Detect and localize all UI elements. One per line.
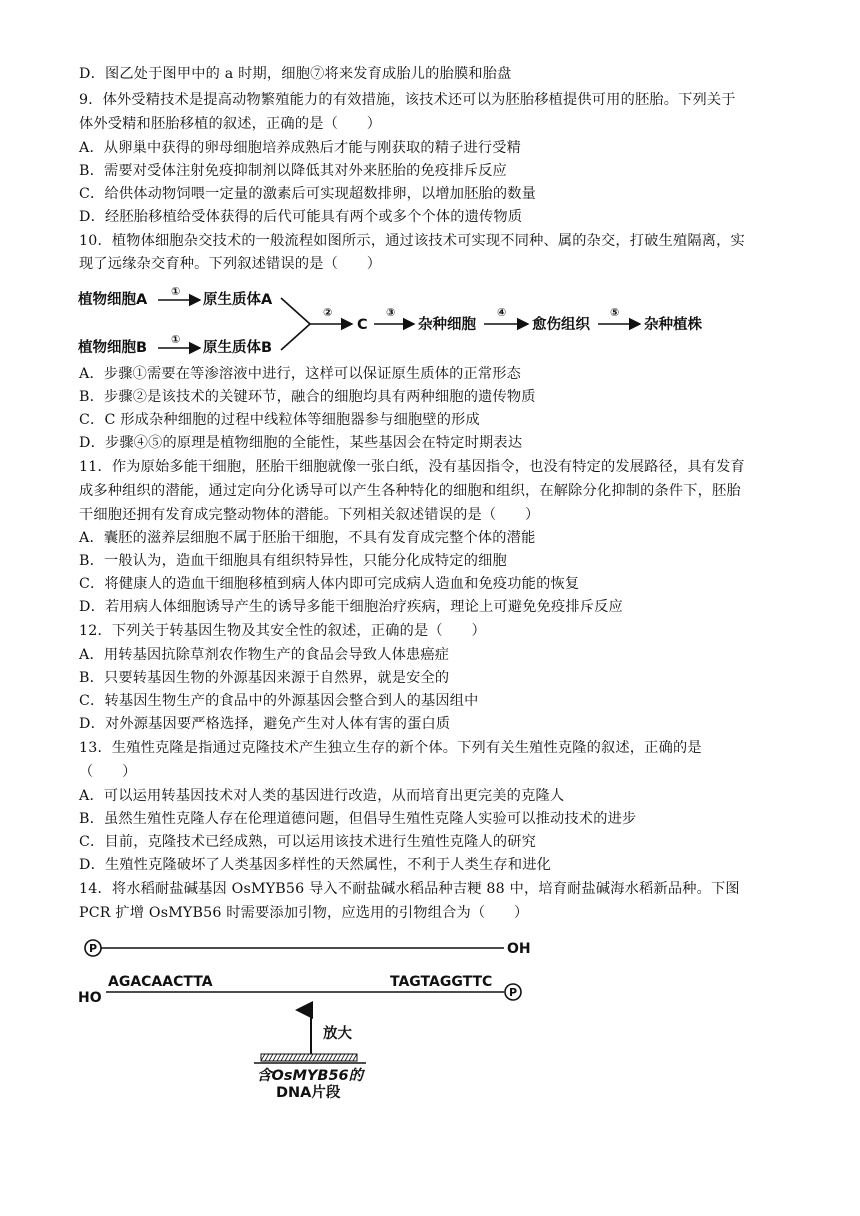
fragment-label-line1: 含OsMYB56的 (257, 1068, 364, 1084)
cell-a-label: 植物细胞A (78, 292, 148, 308)
option-d: D．经胚胎移植给受体获得的后代可能具有两个或多个个体的遗传物质 (79, 209, 523, 225)
step-5-label: ⑤ (610, 306, 620, 319)
option-d: D．若用病人体细胞诱导产生的诱导多能干细胞治疗疾病，理论上可避免免疫排斥反应 (79, 599, 623, 615)
option-a: A．用转基因抗除草剂农作物生产的食品会导致人体患癌症 (79, 647, 450, 663)
option-c: C．给供体动物饲喂一定量的激素后可实现超数排卵，以增加胚胎的数量 (79, 186, 537, 202)
sequence-right: TAGTAGGTTC (390, 974, 493, 990)
phosphate-label-top: P (89, 942, 98, 955)
question-13-stem: 13．生殖性克隆是指通过克隆技术产生独立生存的新个体。下列有关生殖性克隆的叙述，正确的是 (79, 740, 702, 756)
question-11-stem: 11．作为原始多能干细胞，胚胎干细胞就像一张白纸，没有基因指令，也没有特定的发展路径，具有发育 (79, 459, 745, 475)
cell-b-label: 植物细胞B (78, 340, 148, 356)
option-c: C．将健康人的造血干细胞移植到病人体内即可完成病人造血和免疫功能的恢复 (79, 576, 580, 592)
fragment-label-line2: DNA片段 (276, 1085, 341, 1101)
phosphate-label-bottom: P (509, 986, 518, 999)
text-line: 体外受精和胚胎移植的叙述，正确的是（ ） (79, 116, 382, 132)
step-1-label: ① (171, 285, 181, 298)
option-c: C．C 形成杂种细胞的过程中线粒体等细胞器参与细胞壁的形成 (79, 412, 480, 428)
question-12-stem: 12．下列关于转基因生物及其安全性的叙述，正确的是（ ） (79, 623, 486, 639)
c-label: C (357, 317, 368, 333)
text-line: 现了远缘杂交育种。下列叙述错误的是（ ） (79, 256, 382, 272)
option-c: C．目前，克隆技术已经成熟，可以运用该技术进行生殖性克隆人的研究 (79, 834, 537, 850)
protoplast-a-label: 原生质体A (203, 292, 273, 308)
protoplast-b-label: 原生质体B (203, 340, 273, 356)
step-1-label-b: ① (171, 333, 181, 346)
callus-label: 愈伤组织 (532, 317, 590, 333)
oh-top-right: OH (507, 941, 531, 957)
option-b: B．只要转基因生物的外源基因来源于自然界，就是安全的 (79, 670, 450, 686)
option-a: A．囊胚的滋养层细胞不属于胚胎干细胞，不具有发育成完整个体的潜能 (79, 530, 536, 546)
enlarge-label: 放大 (323, 1026, 352, 1042)
option-a: A．可以运用转基因技术对人类的基因进行改造，从而培育出更完美的克隆人 (79, 788, 565, 804)
text-line: （ ） (79, 764, 137, 780)
question-14-stem: 14．将水稻耐盐碱基因 OsMYB56 导入不耐盐碱水稻品种吉粳 88 中，培育耐盐碱海水稻新品种。下图 (79, 881, 740, 897)
option-d: D．步骤④⑤的原理是植物细胞的全能性，某些基因会在特定时期表达 (79, 435, 523, 451)
text-line: D．图乙处于图甲中的 a 时期，细胞⑦将来发育成胎儿的胎膜和胎盘 (79, 66, 512, 82)
question-10-stem: 10．植物体细胞杂交技术的一般流程如图所示，通过该技术可实现不同种、属的杂交，打破生殖隔离，实 (79, 233, 745, 249)
text-line: PCR 扩增 OsMYB56 时需要添加引物，应选用的引物组合为（ ） (79, 905, 529, 921)
step-2-label: ② (323, 306, 333, 319)
sequence-left: AGACAACTTA (108, 974, 213, 990)
option-c: C．转基因生物生产的食品中的外源基因会整合到人的基因组中 (79, 693, 479, 709)
question-9-stem: 9．体外受精技术是提高动物繁殖能力的有效措施，该技术还可以为胚胎移植提供可用的胚胎。下列关于 (79, 92, 736, 108)
text-line: 干细胞还拥有发育成完整动物体的潜能。下列相关叙述错误的是（ ） (79, 507, 540, 523)
ho-bottom-left: HO (78, 990, 102, 1006)
hybrid-plant-label: 杂种植株 (644, 317, 702, 333)
option-d: D．生殖性克隆破坏了人类基因多样性的天然属性，不利于人类生存和进化 (79, 857, 551, 873)
cell-hybridization-flow-diagram (76, 278, 716, 360)
hybrid-cell-label: 杂种细胞 (418, 317, 476, 333)
option-a: A．从卵巢中获得的卵母细胞培养成熟后才能与刚获取的精子进行受精 (79, 140, 522, 156)
option-d: D．对外源基因要严格选择，避免产生对人体有害的蛋白质 (79, 716, 451, 732)
pcr-primer-diagram (76, 930, 546, 1102)
option-b: B．虽然生殖性克隆人存在伦理道德问题，但倡导生殖性克隆人实验可以推动技术的进步 (79, 811, 637, 827)
step-3-label: ③ (386, 306, 396, 319)
option-b: B．一般认为，造血干细胞具有组织特异性，只能分化成特定的细胞 (79, 553, 507, 569)
step-4-label: ④ (497, 306, 507, 319)
dna-fragment-icon (254, 1054, 366, 1063)
option-a: A．步骤①需要在等渗溶液中进行，这样可以保证原生质体的正常形态 (79, 366, 522, 382)
option-b: B．步骤②是该技术的关键环节，融合的细胞均具有两种细胞的遗传物质 (79, 389, 536, 405)
text-line: 成多种组织的潜能，通过定向分化诱导可以产生各种特化的细胞和组织，在解除分化抑制的条件下，胚胎 (79, 483, 741, 499)
option-b: B．需要对受体注射免疫抑制剂以降低其对外来胚胎的免疫排斥反应 (79, 163, 507, 179)
